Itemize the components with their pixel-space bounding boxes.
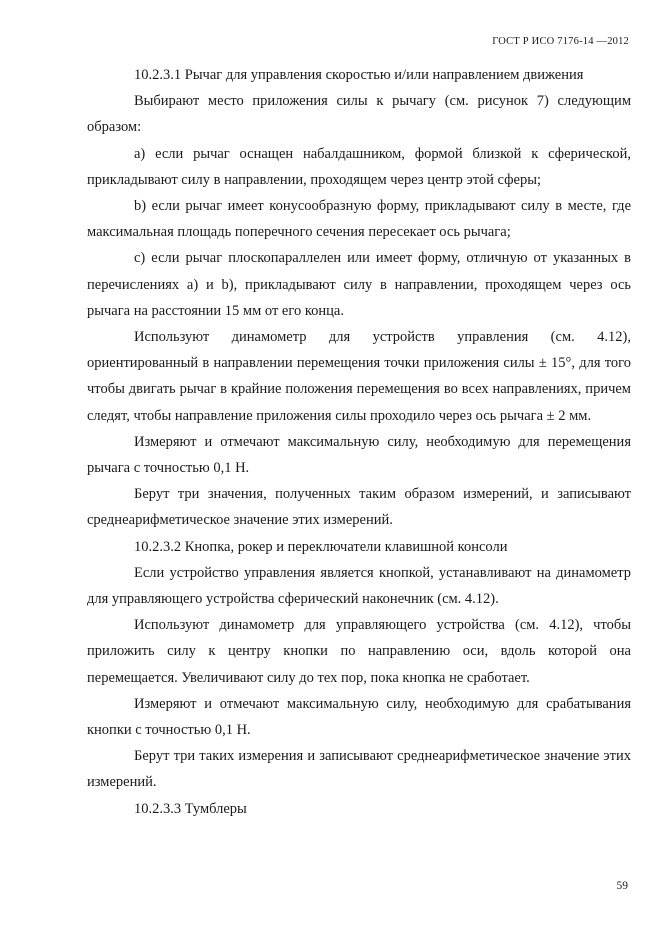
- page-number: 59: [616, 880, 628, 892]
- section-heading: 10.2.3.1 Рычаг для управления скоростью и/или направлением движения: [134, 67, 584, 83]
- paragraph: Используют динамометр для устройств управления (см. 4.12), ориентированный в направлении перемещения точки приложения силы ± 15°, для того чтобы двигать рычаг в крайние положения перемещения во всех направлениях, причем следят, чтобы направление приложения силы проходило через ось рычага ± 2 мм.: [87, 329, 631, 424]
- body-text: [87, 62, 631, 822]
- list-item: b) если рычаг имеет конусообразную форму, прикладывают силу в месте, где максимальная площадь поперечного сечения пересекает ось рычага;: [87, 198, 631, 241]
- paragraph: Берут три таких измерения и записывают среднеарифметическое значение этих измерений.: [87, 748, 631, 791]
- list-item: а) если рычаг оснащен набалдашником, формой близкой к сферической, прикладывают силу в направлении, проходящем через центр этой сферы;: [87, 145, 631, 188]
- paragraph: Измеряют и отмечают максимальную силу, необходимую для перемещения рычага с точностью 0,1 Н.: [87, 433, 631, 477]
- paragraph: Выбирают место приложения силы к рычагу (см. рисунок 7) следующим образом:: [87, 93, 631, 136]
- section-heading: 10.2.3.2 Кнопка, рокер и переключатели клавишной консоли: [134, 538, 508, 555]
- paragraph: Измеряют и отмечают максимальную силу, необходимую для срабатывания кнопки с точностью 0,1 Н.: [87, 695, 631, 739]
- paragraph: Берут три значения, полученных таким образом измерений, и записывают среднеарифметическое значение этих измерений.: [87, 486, 631, 529]
- paragraph: Используют динамометр для управляющего устройства (см. 4.12), чтобы приложить силу к центру кнопки по направлению оси, вдоль которой она перемещается. Увеличивают силу до тех пор, пока кнопка не сработает.: [87, 617, 631, 686]
- standard-header: ГОСТ Р ИСО 7176-14 —2012: [492, 36, 629, 47]
- section-heading: 10.2.3.3 Тумблеры: [134, 800, 247, 817]
- paragraph: Если устройство управления является кнопкой, устанавливают на динамометр для управляющего устройства сферический наконечник (см. 4.12).: [87, 564, 631, 608]
- list-item: с) если рычаг плоскопараллелен или имеет форму, отличную от указанных в перечислениях а) и b), прикладывают силу в направлении, проходящем через ось рычага на расстоянии 15 мм от его конца.: [87, 250, 631, 319]
